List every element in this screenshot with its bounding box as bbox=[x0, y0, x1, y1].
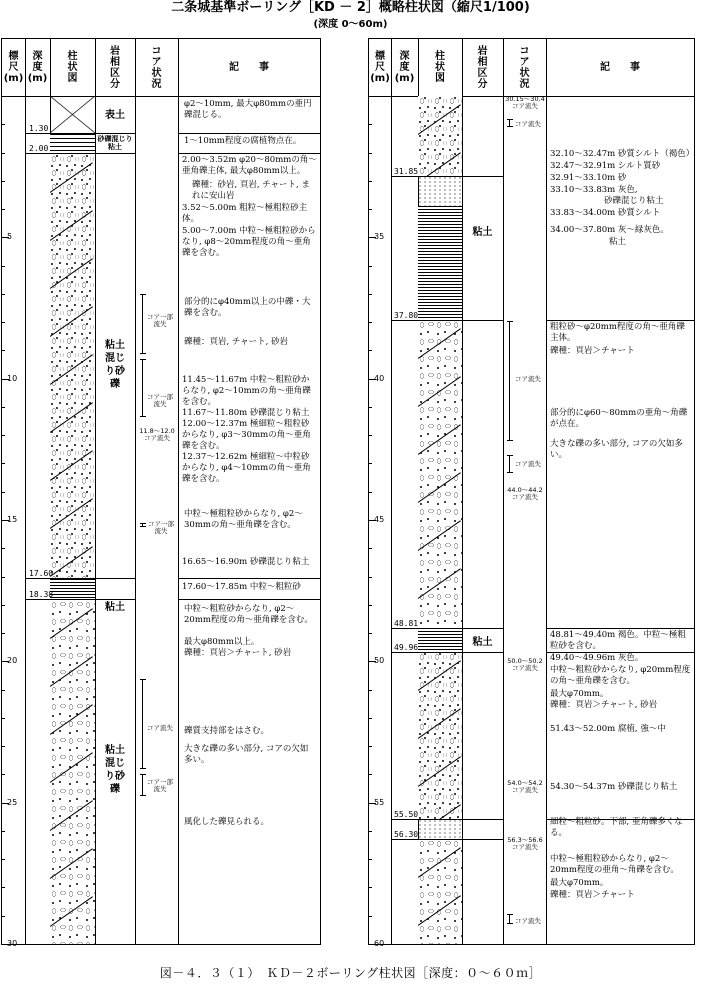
note: 48.81～49.40m 褐色。中粒～極粗粒砂を含む。 bbox=[550, 630, 686, 651]
gravel-stroke bbox=[418, 804, 461, 819]
scale-tick bbox=[369, 492, 372, 493]
scale-tick bbox=[2, 96, 9, 97]
clay-pattern-2 bbox=[418, 628, 462, 652]
note: 3.52～5.00m 粗粒～極粗粒砂主体。 bbox=[182, 203, 308, 224]
facies-label: 砂礫混じり粘土 bbox=[97, 135, 133, 151]
gravel-stroke bbox=[418, 376, 461, 407]
facies-label: 粘土混じり砂礫 bbox=[105, 745, 125, 795]
note: 最大φ70mm。 bbox=[550, 689, 609, 699]
note: 2.00～3.52m φ20～80mmの角～亜角礫主体, 最大φ80mm以上。 bbox=[182, 155, 317, 176]
scale-tick bbox=[2, 831, 5, 832]
scale-label: 60 bbox=[374, 939, 385, 948]
scale-tick bbox=[369, 181, 372, 182]
note: 49.40～49.96m 灰色。 bbox=[550, 653, 644, 663]
header-facies: 岩 相 区 分 bbox=[95, 39, 135, 97]
depth-label: 56.30 bbox=[394, 830, 419, 839]
figure-caption: 図－４．３（１） ＫＤ－２ボーリング柱状図［深度：０～６０ｍ］ bbox=[159, 966, 542, 980]
facies-label: 粘土 bbox=[105, 602, 125, 613]
note: 中粒～極粗粒砂からなり, φ2～20mm程度の亜角～角礫を含む。 bbox=[550, 854, 679, 875]
gravel-stroke bbox=[50, 848, 93, 879]
core-status: コア一部流失 bbox=[147, 393, 173, 408]
gravel-stroke bbox=[418, 568, 461, 599]
scale-tick bbox=[2, 266, 5, 267]
scale-tick bbox=[2, 690, 5, 691]
sandy-gravel-pattern-2 bbox=[418, 320, 462, 628]
note: 最大φ70mm。 bbox=[550, 878, 609, 888]
scale-tick bbox=[2, 577, 5, 578]
depth-label: 18.38 bbox=[29, 590, 54, 599]
scale-label: 30 bbox=[7, 939, 18, 948]
scale-tick bbox=[2, 435, 5, 436]
scale-label: 55 bbox=[374, 797, 385, 807]
figure-subtitle: (深度 0～60m) bbox=[313, 19, 388, 30]
scale-tick bbox=[369, 633, 372, 634]
core-status: 56.3～56.6 コア流失 bbox=[507, 836, 543, 851]
note: 33.10～33.83m 灰色, bbox=[550, 185, 638, 195]
scale-tick bbox=[369, 209, 372, 210]
gravel-stroke bbox=[50, 162, 93, 193]
gravel-stroke bbox=[418, 847, 461, 878]
gravel-stroke bbox=[50, 656, 93, 687]
core-status: 30.15～30.4 コア流失 bbox=[505, 95, 545, 110]
scale-tick bbox=[2, 548, 5, 549]
scale-tick bbox=[369, 407, 372, 408]
note: 1～10mm程度の腐植物点在。 bbox=[184, 136, 302, 146]
note: 11.45～11.67m 中粒～粗粒砂からなり, φ2～10mmの角～亜角礫を含む。 bbox=[182, 375, 311, 407]
note: 部分的にφ60～80mmの亜角～角礫が点在。 bbox=[550, 408, 688, 429]
gravel-stroke bbox=[418, 424, 461, 455]
gravel-stroke bbox=[418, 328, 461, 359]
note: 12.00～12.37m 極細粒～粗粒砂からなり, φ3～30mmの角～亜角礫を含む。 bbox=[182, 419, 311, 451]
note: 礫種：頁岩＞チャート, 砂岩 bbox=[184, 648, 292, 658]
core-status: コア流失 bbox=[147, 724, 173, 732]
scale-tick bbox=[2, 492, 5, 493]
scale-tick bbox=[369, 435, 372, 436]
note: 17.60～17.85m 中粒～粗粒砂 bbox=[182, 582, 301, 592]
sandy-gravel-pattern-4 bbox=[418, 839, 462, 944]
scale-tick bbox=[2, 153, 5, 154]
gravel-stroke bbox=[418, 660, 461, 691]
core-status: 44.0～44.2 コア流失 bbox=[507, 486, 543, 501]
sandy-gravel-pattern bbox=[50, 154, 95, 578]
gravel-stroke bbox=[50, 800, 93, 831]
note: 中粒～極粗粒砂からなり, φ2～30mmの角～亜角礫を含む。 bbox=[184, 509, 303, 530]
silt-pattern bbox=[418, 176, 462, 206]
note: 部分的にφ40mm以上の中礫・大礫を含む。 bbox=[184, 297, 311, 318]
facies-label: 粘土 bbox=[472, 637, 493, 648]
depth-label: 48.81 bbox=[394, 619, 419, 628]
note: 32.10～32.47m 砂質シルト（褐色） bbox=[550, 149, 695, 159]
scale-tick bbox=[2, 124, 5, 125]
scale-tick bbox=[2, 407, 5, 408]
scale-tick bbox=[2, 322, 5, 323]
facies-label: 粘土混じり砂礫 bbox=[105, 340, 125, 390]
note: 34.00～37.80m 灰～緑灰色。 bbox=[550, 225, 669, 235]
note: 32.91～33.10m 砂 bbox=[550, 173, 627, 183]
note: 礫質支持部をはさむ。 bbox=[184, 726, 270, 736]
note: 54.30～54.37m 砂礫混じり粘土 bbox=[550, 782, 678, 792]
depth-label: 31.85 bbox=[394, 167, 419, 176]
gravel-stroke bbox=[50, 450, 93, 481]
depth-label: 1.30 bbox=[29, 124, 49, 133]
header-core: コ ア 状 況 bbox=[503, 39, 546, 97]
note: 粘土 bbox=[609, 237, 627, 247]
scale-tick bbox=[369, 718, 372, 719]
header-facies: 岩 相 区 分 bbox=[462, 39, 503, 97]
note: 11.67～11.80m 砂礫混じり粘土 bbox=[182, 408, 310, 418]
note: 礫種：砂岩, 頁岩, チャート, まれに安山岩 bbox=[192, 180, 310, 201]
gravel-stroke bbox=[50, 402, 93, 433]
sandy-gravel-pattern-2 bbox=[50, 600, 95, 944]
scale-tick bbox=[369, 153, 372, 154]
gravel-stroke bbox=[50, 704, 93, 735]
gravel-stroke bbox=[418, 520, 461, 551]
depth-label: 49.96 bbox=[394, 643, 419, 652]
gravel-stroke bbox=[418, 472, 461, 503]
scale-label: 45 bbox=[374, 515, 385, 524]
note: 中粒～粗粒砂からなり, φ20mm程度の角～亜角礫を含む。 bbox=[550, 665, 691, 686]
header-column: 柱 状 図 bbox=[50, 39, 95, 97]
scale-tick bbox=[2, 350, 5, 351]
note: 32.47～32.91m シルト質砂 bbox=[550, 161, 661, 171]
core-status: コア一部流失 bbox=[148, 520, 174, 535]
note: 礫種：頁岩＞チャート, 砂岩 bbox=[550, 700, 658, 710]
clay-pattern bbox=[50, 579, 95, 599]
scale-tick bbox=[2, 774, 5, 775]
header-column: 柱 状 図 bbox=[418, 39, 462, 97]
depth-label: 2.00 bbox=[29, 144, 49, 153]
note: 大きな礫の多い部分, コアの欠如多い。 bbox=[184, 744, 309, 765]
depth-label: 55.50 bbox=[394, 810, 419, 819]
header-notes: 記 事 bbox=[178, 39, 320, 97]
core-status: コア流失 bbox=[515, 120, 541, 128]
gravelly-clay-pattern bbox=[50, 134, 95, 154]
core-status: コア一部流失 bbox=[147, 313, 173, 328]
scale-tick bbox=[369, 690, 372, 691]
header-scale: 標 尺 (m) bbox=[2, 39, 25, 97]
scale-tick bbox=[369, 266, 372, 267]
gravel-stroke bbox=[50, 210, 93, 241]
core-status: コア流失 bbox=[515, 460, 541, 468]
right-log-panel bbox=[368, 38, 695, 948]
gravel-stroke bbox=[418, 895, 461, 926]
clay-pattern bbox=[418, 206, 462, 320]
scale-tick bbox=[369, 859, 372, 860]
note: φ2～10mm, 最大φ80mmの亜円礫混じる。 bbox=[184, 99, 312, 120]
depth-label: 17.60 bbox=[29, 569, 54, 578]
scale-tick bbox=[369, 124, 372, 125]
gravel-stroke bbox=[50, 752, 93, 783]
note: 中粒～粗粒砂からなり, φ2～20mm程度の角～亜角礫を含む。 bbox=[184, 604, 313, 625]
scale-tick bbox=[369, 605, 372, 606]
note: 礫種：頁岩＞チャート bbox=[550, 890, 635, 900]
scale-tick bbox=[369, 774, 372, 775]
facies-label: 表土 bbox=[105, 110, 125, 121]
note: 5.00～7.00m 中粒～極粗粒砂からなり, φ8～20mm程度の角～亜角礫を含む。 bbox=[182, 226, 316, 258]
depth-label: 37.80 bbox=[394, 311, 419, 320]
header-notes: 記 事 bbox=[546, 39, 694, 97]
sandy-gravel-pattern bbox=[418, 96, 462, 176]
gravel-stroke bbox=[418, 756, 461, 787]
note: 礫種：頁岩, チャート, 砂岩 bbox=[184, 337, 289, 347]
scale-label: 20 bbox=[7, 656, 18, 666]
core-status: コア流失 bbox=[515, 917, 541, 925]
scale-tick bbox=[2, 463, 5, 464]
gravel-stroke bbox=[50, 306, 93, 337]
scale-tick bbox=[2, 209, 5, 210]
header-depth: 深 度 (m) bbox=[391, 39, 418, 97]
scale-tick bbox=[2, 859, 5, 860]
note: 粗粒砂～φ20mm程度の角～亜角礫主体。 bbox=[550, 322, 685, 343]
note: 大きな礫の多い部分, コアの欠如多い。 bbox=[550, 439, 683, 460]
gravel-stroke bbox=[50, 498, 93, 529]
sandy-gravel-pattern-3 bbox=[418, 652, 462, 819]
scale-tick bbox=[369, 577, 372, 578]
scale-tick bbox=[369, 294, 372, 295]
gravel-stroke bbox=[418, 104, 461, 135]
scale-tick bbox=[2, 633, 5, 634]
scale-label: 15 bbox=[7, 515, 18, 524]
scale-tick bbox=[369, 887, 372, 888]
gravel-stroke bbox=[50, 354, 93, 385]
note: 16.65～16.90m 砂礫混じり粘土 bbox=[182, 557, 310, 567]
scale-label: 35 bbox=[374, 232, 385, 242]
scale-tick bbox=[369, 548, 372, 549]
core-status: 50.0～50.2 コア流失 bbox=[507, 657, 543, 672]
core-status: コア流失 bbox=[515, 375, 541, 383]
scale-tick bbox=[369, 350, 372, 351]
header-core: コ ア 状 況 bbox=[135, 39, 178, 97]
note: 51.43～52.00m 腐植, 強～中 bbox=[550, 724, 666, 734]
scale-label: 10 bbox=[7, 373, 18, 383]
note: 細粒～粗粒砂。下部, 亜角礫多くなる。 bbox=[550, 817, 683, 838]
scale-tick bbox=[2, 746, 5, 747]
scale-tick bbox=[369, 463, 372, 464]
scale-tick bbox=[2, 605, 5, 606]
scale-label: 40 bbox=[374, 373, 385, 383]
facies-label: 粘土 bbox=[472, 227, 493, 238]
gravel-stroke bbox=[50, 258, 93, 289]
header-depth: 深 度 (m) bbox=[25, 39, 50, 97]
note: 礫種：頁岩＞チャート bbox=[550, 346, 635, 356]
core-status: 11.8～12.0 コア流失 bbox=[139, 427, 175, 442]
scale-tick bbox=[2, 181, 5, 182]
scale-tick bbox=[369, 916, 372, 917]
gravel-stroke bbox=[418, 708, 461, 739]
gravel-stroke bbox=[418, 152, 461, 176]
scale-tick bbox=[369, 746, 372, 747]
silt-pattern-2 bbox=[418, 819, 462, 839]
scale-label: 50 bbox=[374, 656, 385, 666]
gravel-stroke bbox=[50, 896, 93, 927]
core-status: 54.0～54.2 コア流失 bbox=[507, 779, 543, 794]
scale-tick bbox=[2, 887, 5, 888]
scale-tick bbox=[369, 322, 372, 323]
scale-tick bbox=[369, 831, 372, 832]
note: 砂礫混じり粘土 bbox=[604, 196, 664, 206]
scale-label: 5 bbox=[7, 232, 13, 242]
figure-title: 二条城基準ボーリング［KD － 2］概略柱状図（縮尺1/100) bbox=[171, 0, 530, 15]
scale-tick bbox=[2, 916, 5, 917]
scale-label: 25 bbox=[7, 797, 18, 807]
scale-tick bbox=[369, 96, 376, 97]
core-status: コア一部流失 bbox=[147, 778, 173, 793]
topsoil-pattern bbox=[50, 96, 95, 133]
left-log-panel bbox=[1, 38, 321, 948]
note: 最大φ80mm以上。 bbox=[184, 637, 260, 647]
gravel-stroke bbox=[50, 546, 93, 577]
header-scale: 標 尺 (m) bbox=[369, 39, 391, 97]
gravel-stroke bbox=[50, 608, 93, 639]
note: 風化した礫見られる。 bbox=[184, 817, 270, 827]
scale-tick bbox=[2, 294, 5, 295]
note: 33.83～34.00m 砂質シルト bbox=[550, 208, 661, 218]
note: 12.37～12.62m 極細粒～中粒砂からなり, φ4～10mmの角～亜角礫を含む。 bbox=[182, 452, 311, 484]
scale-tick bbox=[2, 718, 5, 719]
